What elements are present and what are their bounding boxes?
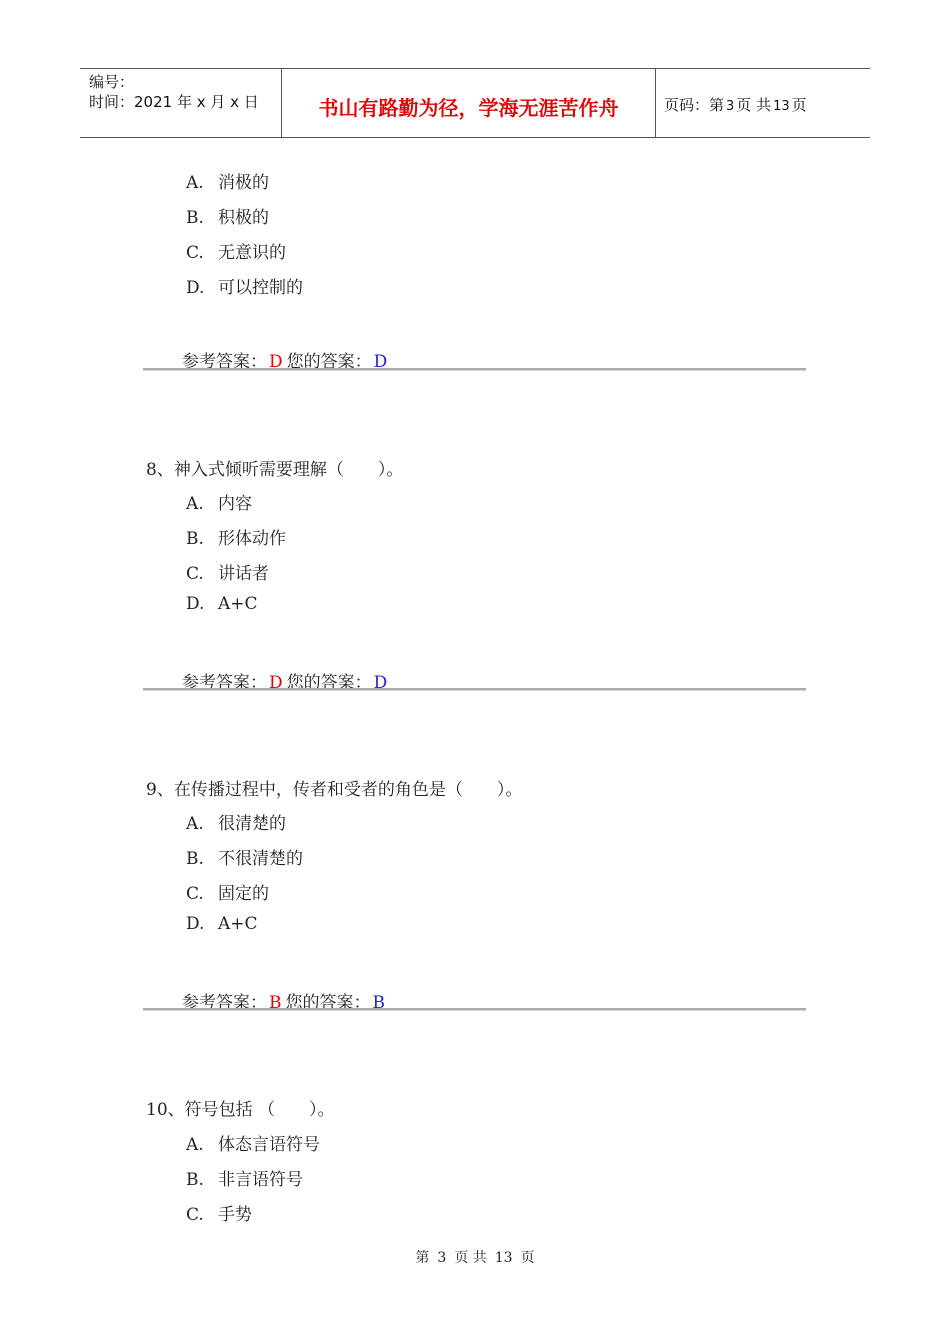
- q9-option-c: C. 固定的: [186, 884, 269, 904]
- q8-answer-line: 参考答案： D 您的答案： D: [182, 673, 388, 693]
- number-label: 编号：: [89, 73, 135, 91]
- page-current: 3: [726, 99, 735, 114]
- q7-option-a: A. 消极的: [186, 173, 269, 193]
- q7-your-answer: D: [373, 352, 388, 372]
- footer-page-total: 13: [494, 1250, 513, 1266]
- q7-option-d: D. 可以控制的: [186, 278, 303, 298]
- q8-text: 8、神入式倾听需要理解（ ）。: [146, 460, 404, 480]
- header-page-info: [664, 94, 807, 115]
- page-suffix: 页: [791, 96, 807, 114]
- q8-option-d: D. A+C: [186, 594, 258, 614]
- q9-answer-line: 参考答案： B 您的答案： B: [182, 993, 385, 1013]
- q9-your-answer: B: [372, 993, 385, 1013]
- q7-option-c: C. 无意识的: [186, 243, 286, 263]
- divider-line: [143, 368, 806, 371]
- header-page-cell: [655, 69, 870, 137]
- q9-option-b: B. 不很清楚的: [186, 849, 303, 869]
- q9-option-d: D. A+C: [186, 914, 258, 934]
- q9-option-a: A. 很清楚的: [186, 814, 286, 834]
- divider-line: [143, 688, 806, 691]
- q8-reference-answer: D: [269, 673, 283, 693]
- q10-text: 10、符号包括 （ ）。: [146, 1100, 335, 1120]
- q7-reference-answer: D: [269, 352, 283, 372]
- q9-text: 9、在传播过程中，传者和受者的角色是（ ）。: [146, 780, 523, 800]
- q10-option-c: C. 手势: [186, 1205, 252, 1225]
- q7-option-b: B. 积极的: [186, 208, 269, 228]
- page-header: [80, 68, 870, 138]
- motto: 书山有路勤为径，学海无涯苦作舟: [318, 96, 619, 120]
- page-prefix: 页码：第: [664, 96, 725, 114]
- q10-option-b: B. 非言语符号: [186, 1170, 303, 1190]
- q8-option-b: B. 形体动作: [186, 529, 286, 549]
- page-total: 13: [773, 99, 790, 114]
- q7-answer-line: 参考答案： D 您的答案： D: [182, 352, 388, 372]
- q8-option-a: A. 内容: [186, 494, 252, 514]
- page-mid: 页 共: [736, 96, 772, 114]
- divider-line: [143, 1008, 806, 1011]
- date-label: 时间：2021 年 x 月 x 日: [89, 93, 259, 111]
- q10-option-a: A. 体态言语符号: [186, 1135, 320, 1155]
- header-meta: [80, 69, 280, 137]
- page-footer: 第 3 页 共 13 页: [415, 1250, 535, 1266]
- footer-page-current: 3: [437, 1250, 447, 1266]
- q8-your-answer: D: [373, 673, 388, 693]
- header-motto-cell: [281, 69, 656, 137]
- q9-reference-answer: B: [269, 993, 282, 1013]
- q8-option-c: C. 讲话者: [186, 564, 269, 584]
